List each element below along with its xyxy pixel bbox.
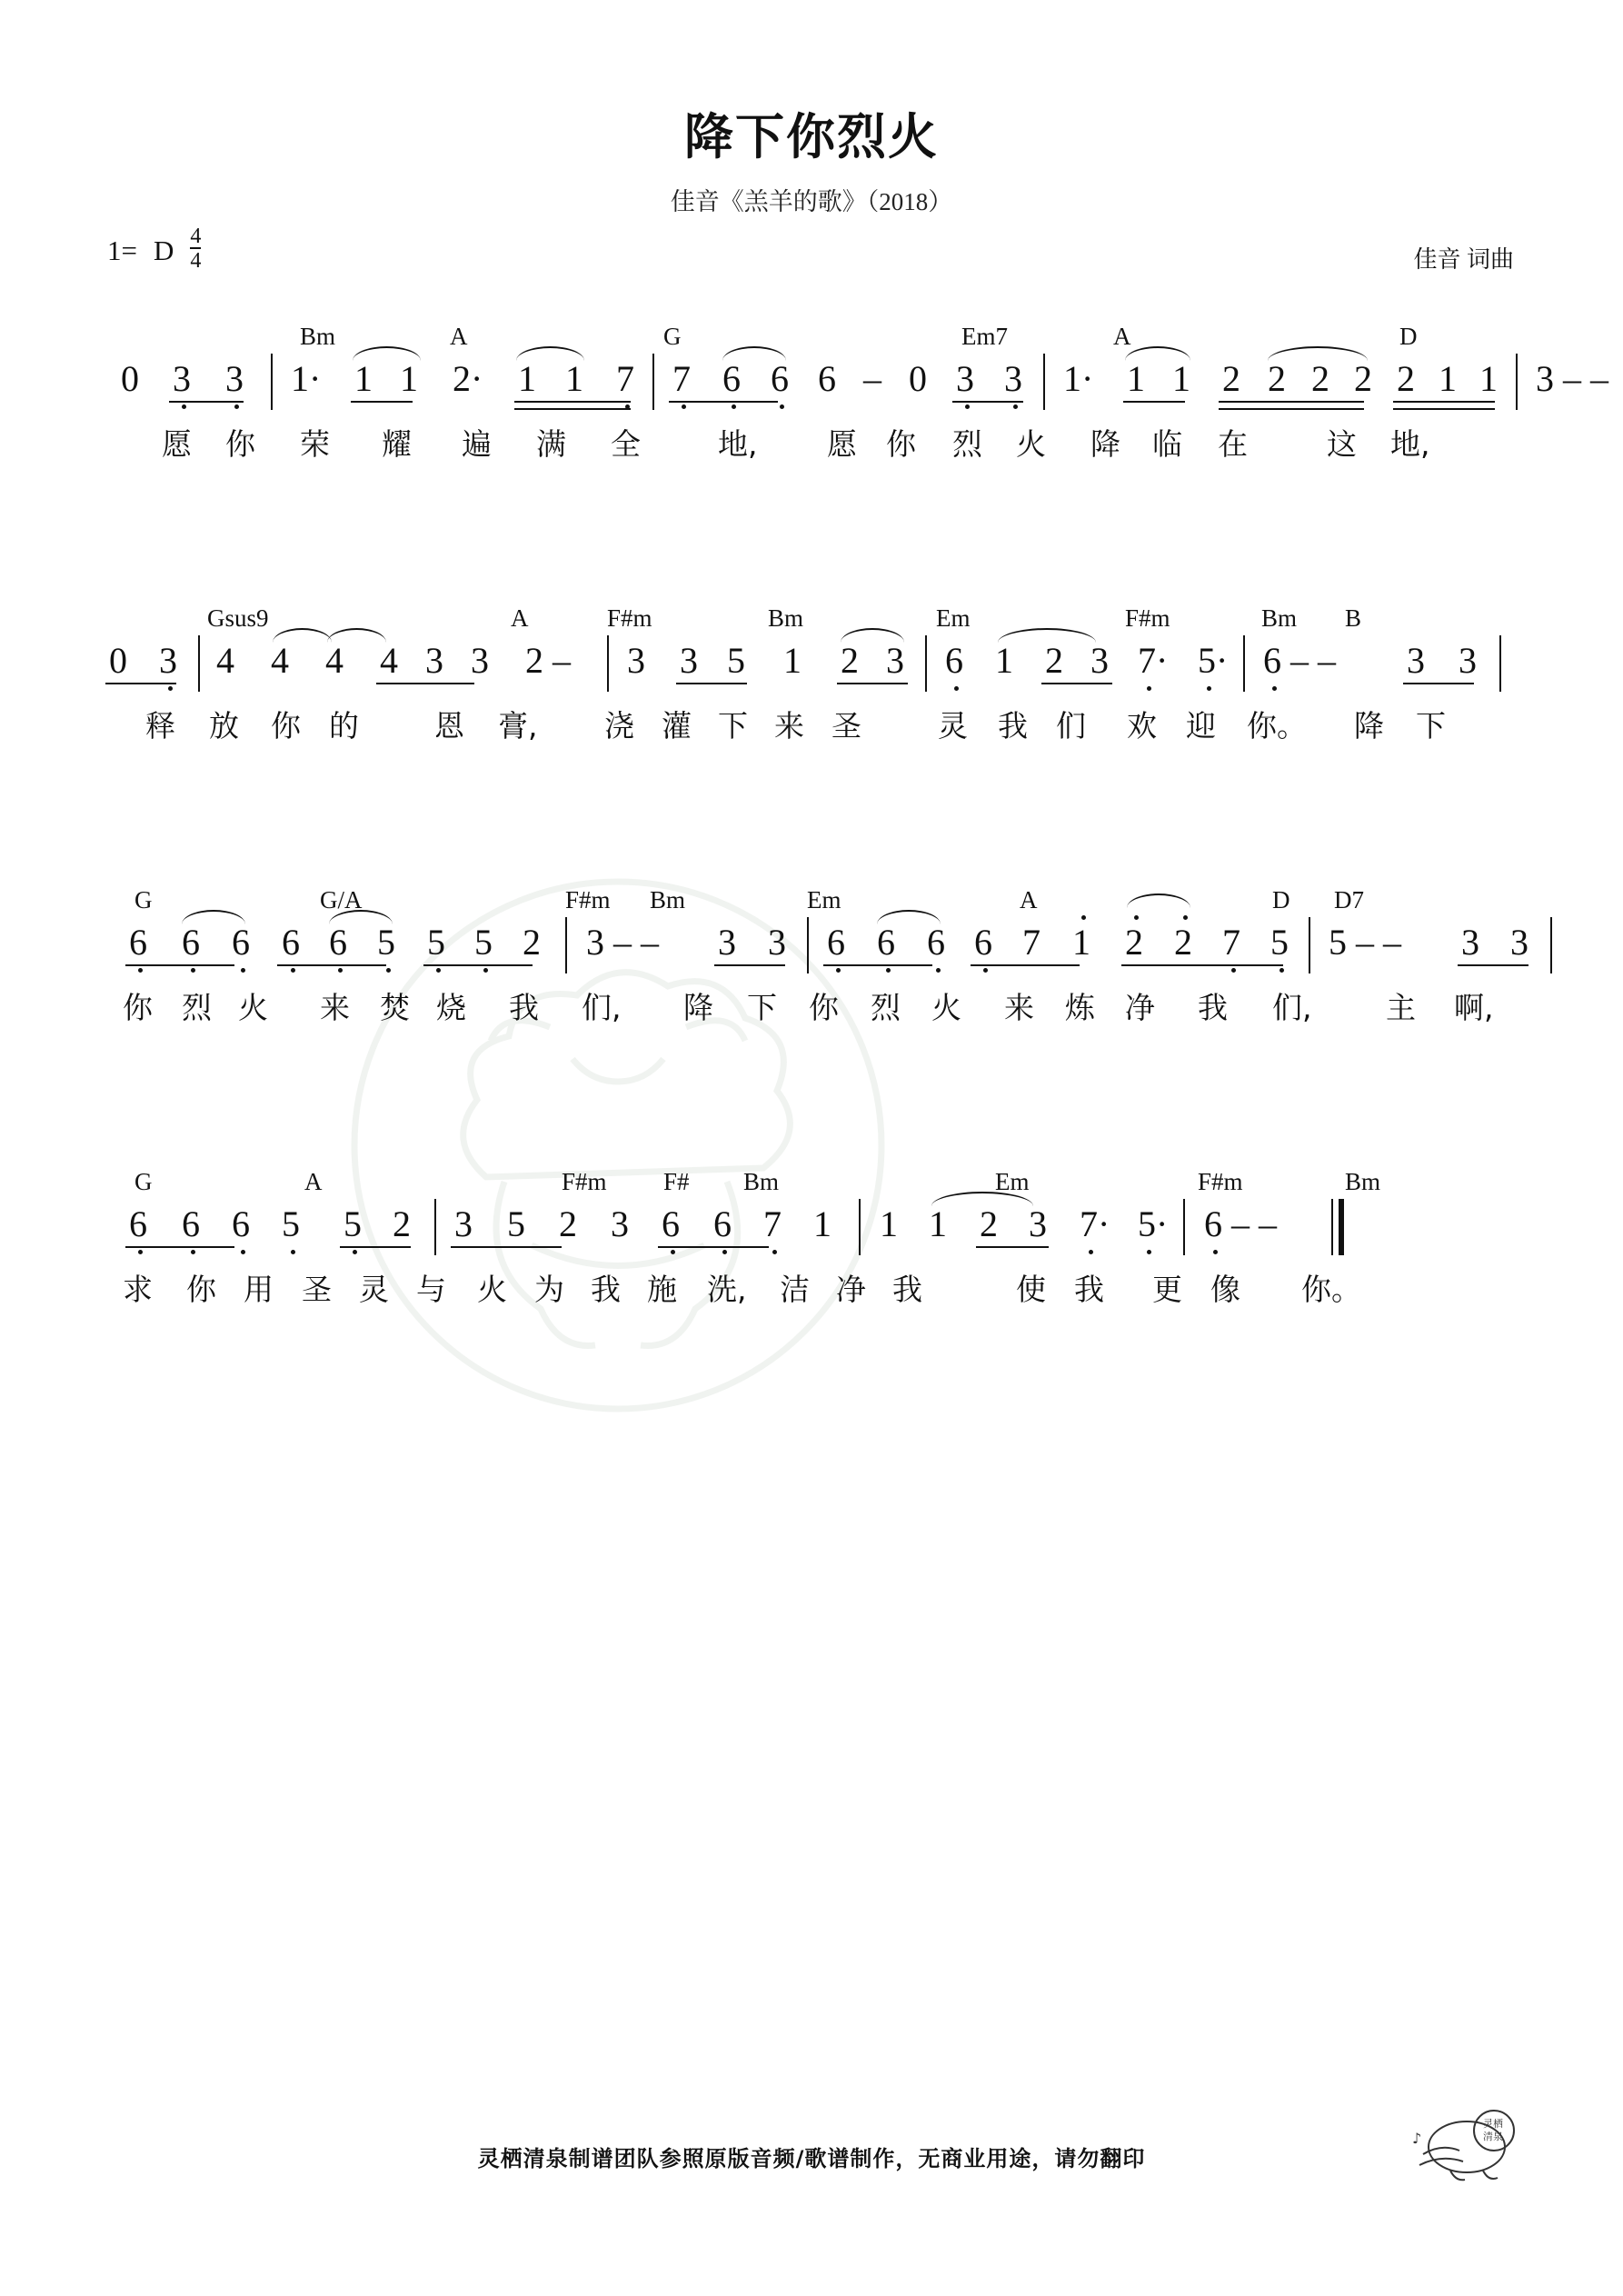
lyric-syllable: 火 — [238, 990, 268, 1025]
lyric-syllable: 们, — [582, 990, 622, 1025]
lyric-syllable: 你 — [225, 426, 255, 462]
lyric-syllable: 这 — [1327, 426, 1357, 462]
lyric-row-3 — [0, 984, 1623, 1037]
lyric-syllable: 啊, — [1454, 990, 1494, 1025]
lyric-syllable: 更 — [1152, 1272, 1182, 1307]
composer-credit: 佳音 词曲 — [1413, 246, 1514, 273]
chord-symbol: F#m — [1198, 1168, 1243, 1195]
note-row-4: 6 6 6 5 5 2 3 5 2 3 6 6 7 1 1 1 2 3 7· 5· 6 – – — [0, 1203, 1623, 1266]
chord-symbol: Bm — [743, 1168, 780, 1195]
lyric-syllable: 烈 — [182, 990, 212, 1025]
chord-symbol: F#m — [1125, 604, 1170, 632]
meter-numerator: 4 — [190, 225, 202, 248]
chord-symbol: F#m — [607, 604, 652, 632]
lyric-syllable: 主 — [1386, 990, 1416, 1025]
subtitle: 佳音《羔羊的歌》（2018） — [670, 188, 953, 215]
lyric-syllable: 像 — [1210, 1272, 1240, 1307]
lyric-syllable: 释 — [145, 708, 175, 744]
chord-row-3 — [0, 886, 1623, 921]
lyric-syllable: 焚 — [380, 990, 410, 1025]
lyric-syllable: 来 — [774, 708, 804, 744]
lyric-syllable: 烈 — [952, 426, 982, 462]
meter-denominator: 4 — [190, 249, 202, 273]
chord-symbol: F# — [663, 1168, 690, 1195]
chord-symbol: A — [1020, 886, 1038, 913]
chord-symbol: Em7 — [961, 323, 1008, 350]
lyric-syllable: 膏, — [498, 708, 538, 744]
chord-symbol: A — [511, 604, 529, 632]
lyric-syllable: 浇 — [604, 708, 634, 744]
lyric-syllable: 我 — [591, 1272, 621, 1307]
chord-symbol: A — [1113, 323, 1131, 350]
chord-symbol: D — [1399, 323, 1418, 350]
chord-symbol: A — [450, 323, 468, 350]
lyric-syllable: 与 — [416, 1272, 446, 1307]
chord-symbol: Gsus9 — [207, 604, 269, 632]
lyric-syllable: 耀 — [382, 426, 412, 462]
note-row-3: 6 6 6 6 6 5 5 5 2 3 – – 3 3 6 6 6 6 7 1 2 2 7 5 5 – – 3 3 — [0, 921, 1623, 984]
key-label: 1= — [107, 234, 137, 266]
lyric-syllable: 迎 — [1186, 708, 1216, 744]
lyric-syllable: 火 — [1016, 426, 1046, 462]
lyric-syllable: 圣 — [302, 1272, 332, 1307]
lyric-syllable: 灵 — [359, 1272, 389, 1307]
lyric-syllable: 我 — [892, 1272, 922, 1307]
music-system-1 — [0, 323, 1623, 474]
lyric-syllable: 火 — [477, 1272, 507, 1307]
lyric-syllable: 我 — [1198, 990, 1228, 1025]
lyric-syllable: 下 — [747, 990, 777, 1025]
lyric-syllable: 烧 — [436, 990, 466, 1025]
lyric-syllable: 净 — [1125, 990, 1155, 1025]
lyric-syllable: 灌 — [662, 708, 692, 744]
chord-row-4 — [0, 1168, 1623, 1203]
chord-symbol: G — [134, 886, 153, 913]
lyric-syllable: 施 — [647, 1272, 677, 1307]
page-title: 降下你烈火 — [684, 108, 939, 165]
lyric-syllable: 你 — [123, 990, 153, 1025]
music-system-2 — [0, 604, 1623, 755]
lyric-syllable: 我 — [998, 708, 1028, 744]
lyric-syllable: 降 — [1090, 426, 1120, 462]
chord-symbol: D7 — [1334, 886, 1364, 913]
chord-symbol: Bm — [1261, 604, 1298, 632]
lyric-syllable: 放 — [209, 708, 239, 744]
chord-symbol: F#m — [562, 1168, 607, 1195]
lyric-syllable: 下 — [1416, 708, 1446, 744]
time-signature — [190, 225, 201, 272]
chord-symbol: Bm — [650, 886, 686, 913]
chord-row-1 — [0, 323, 1623, 357]
lyric-syllable: 全 — [611, 426, 641, 462]
lyric-syllable: 洁 — [780, 1272, 810, 1307]
lyric-syllable: 火 — [931, 990, 961, 1025]
lyric-syllable: 地, — [718, 426, 758, 462]
lyric-syllable: 来 — [1004, 990, 1034, 1025]
music-system-4 — [0, 1168, 1623, 1319]
chord-symbol: Em — [995, 1168, 1030, 1195]
lyric-syllable: 们 — [1056, 708, 1086, 744]
lyric-row-4 — [0, 1266, 1623, 1319]
note-row-1: 0 3 3 1· 1 1 2· 1 1 7 7 6 6 6 – 0 3 3 1· 1 1 2 2 2 2 2 1 1 3 – – — [0, 357, 1623, 421]
music-system-3 — [0, 886, 1623, 1037]
chord-symbol: Em — [807, 886, 841, 913]
lyric-syllable: 求 — [123, 1272, 153, 1307]
lyric-row-1 — [0, 421, 1623, 474]
footer-credit: 灵栖清泉制谱团队参照原版音频/歌谱制作，无商业用途，请勿翻印 — [477, 2146, 1146, 2171]
lyric-syllable: 你 — [186, 1272, 216, 1307]
lyric-syllable: 洗, — [707, 1272, 747, 1307]
lyric-syllable: 你 — [809, 990, 839, 1025]
lyric-syllable: 地, — [1390, 426, 1430, 462]
lyric-syllable: 满 — [536, 426, 566, 462]
key-value: D — [153, 234, 174, 266]
lyric-syllable: 临 — [1152, 426, 1182, 462]
chord-symbol: F#m — [565, 886, 611, 913]
lyric-syllable: 你。 — [1247, 708, 1307, 744]
lyric-syllable: 我 — [1074, 1272, 1104, 1307]
lyric-syllable: 圣 — [831, 708, 861, 744]
chord-symbol: G — [134, 1168, 153, 1195]
lyric-syllable: 降 — [683, 990, 713, 1025]
publisher-logo — [1396, 2091, 1532, 2191]
lyric-syllable: 为 — [534, 1272, 564, 1307]
chord-symbol: Em — [936, 604, 971, 632]
lyric-syllable: 烈 — [871, 990, 901, 1025]
lyric-syllable: 下 — [718, 708, 748, 744]
lyric-syllable: 欢 — [1127, 708, 1157, 744]
lyric-syllable: 在 — [1218, 426, 1248, 462]
lyric-syllable: 降 — [1354, 708, 1384, 744]
chord-symbol: Bm — [768, 604, 804, 632]
lyric-syllable: 炼 — [1065, 990, 1095, 1025]
lyric-syllable: 恩 — [434, 708, 464, 744]
chord-symbol: B — [1345, 604, 1362, 632]
lyric-syllable: 愿 — [827, 426, 857, 462]
svg-text:清泉: 清泉 — [1483, 2131, 1503, 2142]
lyric-syllable: 灵 — [938, 708, 968, 744]
lyric-syllable: 你 — [886, 426, 916, 462]
lyric-syllable: 的 — [329, 708, 359, 744]
lyric-row-2 — [0, 703, 1623, 755]
chord-symbol: A — [304, 1168, 323, 1195]
chord-symbol: D — [1272, 886, 1290, 913]
lyric-syllable: 荣 — [300, 426, 330, 462]
note-row-2: 0 3 4 4 4 4 3 3 2 – 3 3 5 1 2 3 6 1 2 3 7· 5· 6 – – 3 3 — [0, 639, 1623, 703]
svg-text:♪: ♪ — [1412, 2130, 1422, 2147]
lyric-syllable: 使 — [1016, 1272, 1046, 1307]
lyric-syllable: 们, — [1272, 990, 1312, 1025]
key-signature — [107, 227, 201, 274]
lyric-syllable: 来 — [320, 990, 350, 1025]
lyric-syllable: 你 — [271, 708, 301, 744]
chord-symbol: G/A — [320, 886, 363, 913]
chord-symbol: G — [663, 323, 682, 350]
lyric-syllable: 净 — [836, 1272, 866, 1307]
lyric-syllable: 用 — [244, 1272, 274, 1307]
chord-row-2 — [0, 604, 1623, 639]
lyric-syllable: 愿 — [162, 426, 192, 462]
chord-symbol: Bm — [300, 323, 336, 350]
lyric-syllable: 你。 — [1301, 1272, 1361, 1307]
chord-symbol: Bm — [1345, 1168, 1381, 1195]
lyric-syllable: 遍 — [462, 426, 492, 462]
lyric-syllable: 我 — [509, 990, 539, 1025]
svg-text:灵栖: 灵栖 — [1483, 2118, 1503, 2130]
